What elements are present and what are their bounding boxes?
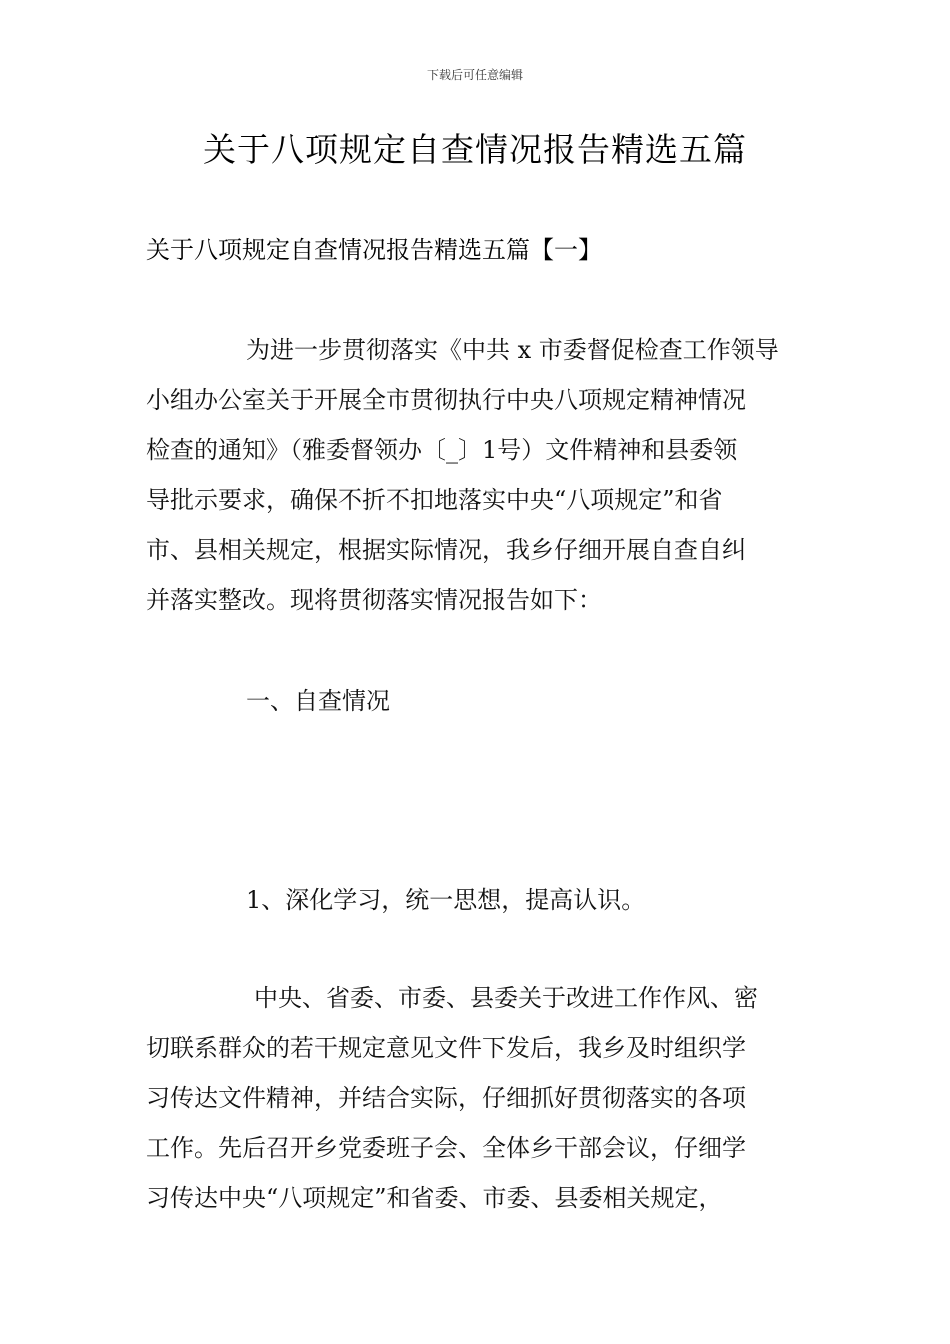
section-title: 关于八项规定自查情况报告精选五篇【一】 bbox=[146, 236, 602, 264]
document-title: 关于八项规定自查情况报告精选五篇 bbox=[203, 130, 747, 169]
paragraph-line: 导批示要求，确保不折不扣地落实中央“八项规定”和省 bbox=[146, 486, 723, 514]
paragraph-line: 检查的通知》（雅委督领办〔_〕1号）文件精神和县委领 bbox=[146, 436, 738, 464]
paragraph-line: 中央、省委、市委、县委关于改进工作作风、密 bbox=[254, 984, 758, 1012]
body-paragraph bbox=[146, 973, 806, 1223]
paragraph-line: 工作。先后召开乡党委班子会、全体乡干部会议，仔细学 bbox=[146, 1134, 746, 1162]
header-note: 下载后可任意编辑 bbox=[426, 68, 523, 82]
paragraph-line: 小组办公室关于开展全市贯彻执行中央八项规定精神情况 bbox=[146, 386, 746, 414]
subheading-study: 1、深化学习，统一思想，提高认识。 bbox=[246, 886, 646, 914]
paragraph-line: 习传达中央“八项规定”和省委、市委、县委相关规定， bbox=[146, 1184, 723, 1212]
paragraph-line: 市、县相关规定，根据实际情况，我乡仔细开展自查自纠 bbox=[146, 536, 746, 564]
paragraph-line: 为进一步贯彻落实《中共 x 市委督促检查工作领导 bbox=[246, 336, 779, 364]
paragraph-line: 并落实整改。现将贯彻落实情况报告如下： bbox=[146, 586, 602, 614]
paragraph-line: 切联系群众的若干规定意见文件下发后，我乡及时组织学 bbox=[146, 1034, 746, 1062]
heading-self-inspection: 一、自查情况 bbox=[246, 687, 390, 715]
paragraph-line: 习传达文件精神，并结合实际，仔细抓好贯彻落实的各项 bbox=[146, 1084, 746, 1112]
intro-paragraph bbox=[146, 325, 806, 625]
